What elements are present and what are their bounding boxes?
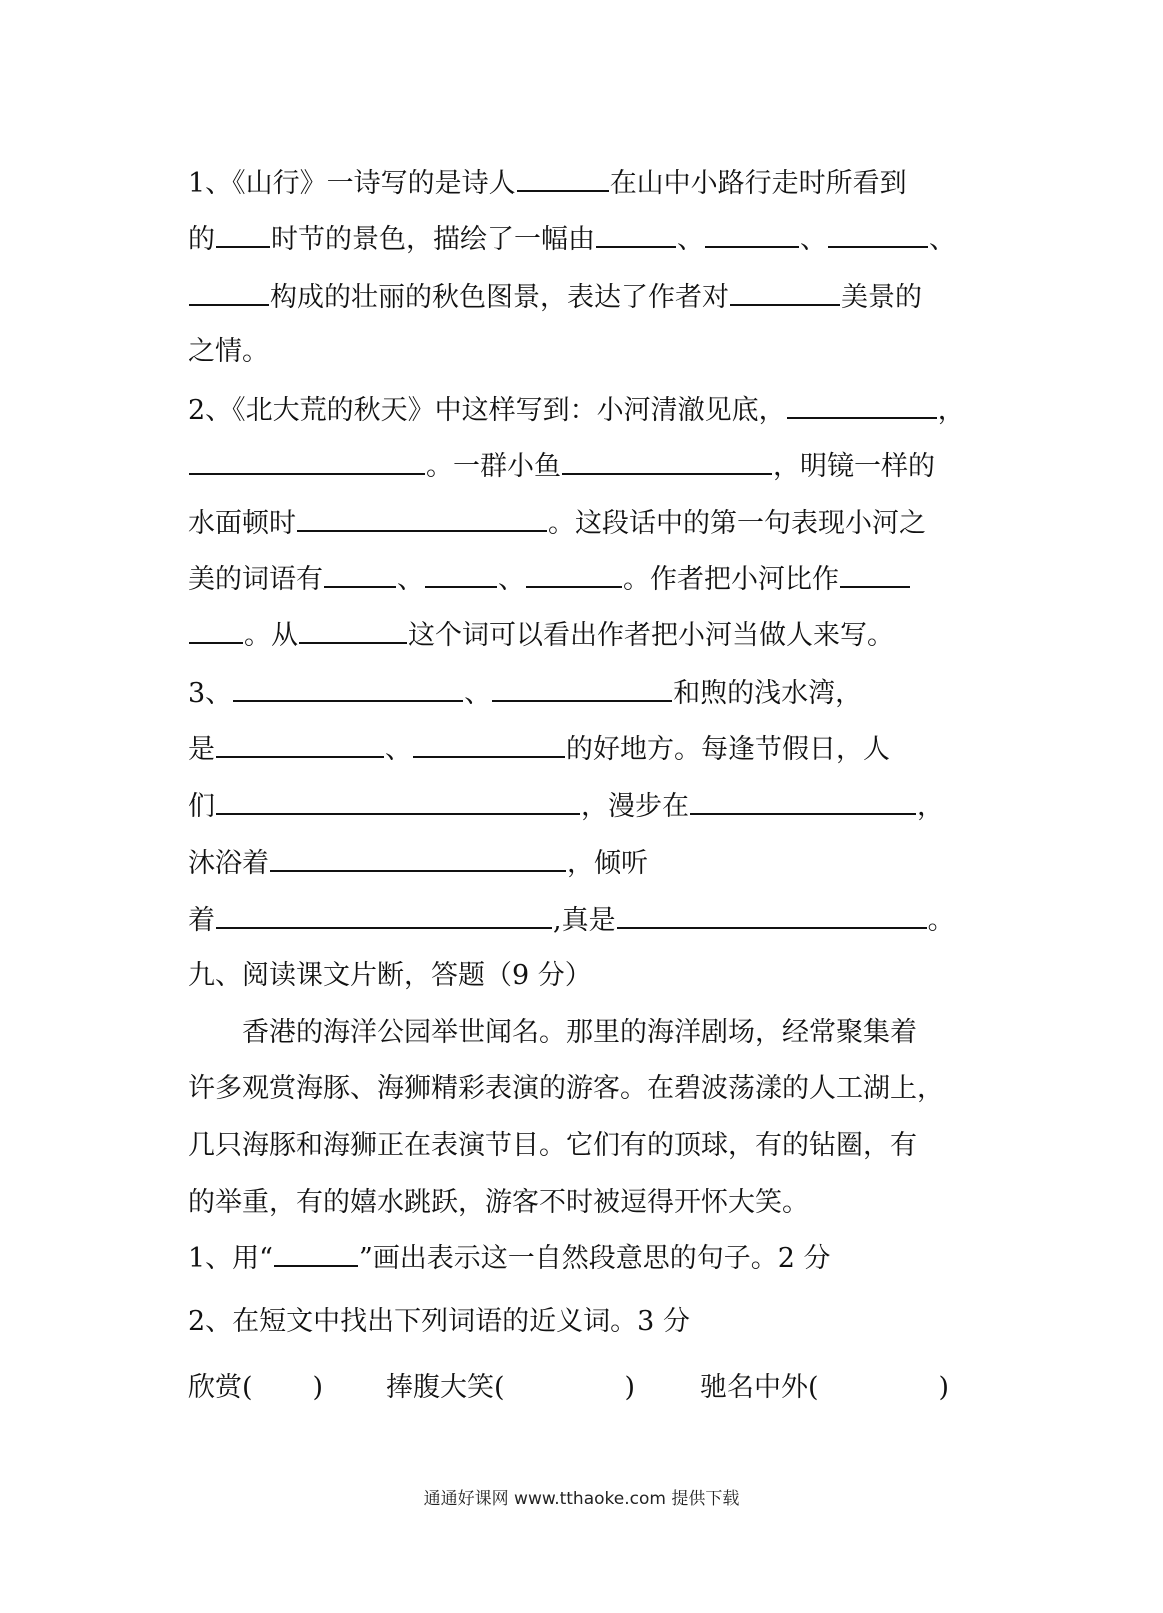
q8-item1-line4 xyxy=(188,330,978,374)
text: 构成的壮丽的秋色图景，表达了作者对 xyxy=(270,282,729,313)
blank[interactable] xyxy=(216,783,580,815)
blank[interactable] xyxy=(189,612,243,644)
text: 沐浴着 xyxy=(188,848,269,879)
q9-sub2: 2、在短文中找出下列词语的近义词。3 分 xyxy=(188,1306,690,1337)
paren: ( xyxy=(494,1372,505,1403)
q8-item3-line4 xyxy=(188,840,978,884)
text: 。作者把小河比作 xyxy=(623,564,839,595)
blank[interactable] xyxy=(297,500,547,532)
q8-item3-line3 xyxy=(188,783,978,827)
text: 、 xyxy=(800,224,827,255)
footer: 通通好课网 www.tthaoke.com 提供下载 xyxy=(423,1489,740,1509)
q8-item3-line2 xyxy=(188,726,978,770)
text: 。这段话中的第一句表现小河之 xyxy=(548,508,926,539)
text: 这个词可以看出作者把小河当做人来写。 xyxy=(408,620,894,651)
blank[interactable] xyxy=(492,670,672,702)
q8-item1-line3 xyxy=(188,274,978,318)
blank[interactable] xyxy=(562,443,772,475)
text: 2、《北大荒的秋天》中这样写到：小河清澈见底， xyxy=(188,395,786,426)
word: 欣赏 xyxy=(188,1372,242,1403)
q8-item3-line5 xyxy=(188,897,978,941)
q8-item2-line3 xyxy=(188,500,978,544)
text: ， xyxy=(937,395,965,426)
blank[interactable] xyxy=(233,670,463,702)
blank[interactable] xyxy=(413,726,565,758)
text: ，明镜一样的 xyxy=(773,451,935,482)
synonym-item xyxy=(386,1366,635,1410)
synonym-item xyxy=(700,1366,949,1410)
blank[interactable] xyxy=(617,897,927,929)
text: 美的词语有 xyxy=(188,564,323,595)
blank[interactable] xyxy=(299,612,407,644)
blank[interactable] xyxy=(517,160,609,192)
text: 的 xyxy=(188,224,215,255)
text: 、 xyxy=(385,734,412,765)
text: 水面顿时 xyxy=(188,508,296,539)
q8-item1-line1 xyxy=(188,160,978,204)
blank[interactable] xyxy=(596,216,676,248)
q8-item3-line1 xyxy=(188,670,978,714)
blank[interactable] xyxy=(526,556,622,588)
blank[interactable] xyxy=(274,1235,358,1267)
text: 在山中小路行走时所看到 xyxy=(609,168,907,199)
text: 、 xyxy=(498,564,525,595)
paren: ) xyxy=(624,1372,636,1403)
blank[interactable] xyxy=(270,840,566,872)
blank[interactable] xyxy=(730,274,840,306)
paren: ) xyxy=(938,1372,950,1403)
paren: ( xyxy=(242,1372,253,1403)
synonym-row xyxy=(188,1366,978,1410)
blank[interactable] xyxy=(840,556,910,588)
text: 。从 xyxy=(244,620,298,651)
paren: ( xyxy=(808,1372,819,1403)
synonym-item xyxy=(188,1366,323,1410)
text: 的好地方。每逢节假日，人 xyxy=(566,734,890,765)
blank[interactable] xyxy=(787,387,937,419)
text: 们 xyxy=(188,791,215,822)
text: 、 xyxy=(929,224,956,255)
blank[interactable] xyxy=(189,443,425,475)
q8-item2-line2 xyxy=(188,443,978,487)
passage-line-3: 几只海豚和海狮正在表演节目。它们有的顶球，有的钻圈，有 xyxy=(188,1130,917,1161)
q8-item1-line2 xyxy=(188,216,978,260)
q9-title: 九、阅读课文片断，答题（9 分） xyxy=(188,960,592,991)
word: 驰名中外 xyxy=(700,1372,808,1403)
blank[interactable] xyxy=(425,556,497,588)
text: 、 xyxy=(397,564,424,595)
word: 捧腹大笑 xyxy=(386,1372,494,1403)
passage-line-4: 的举重，有的嬉水跳跃，游客不时被逗得开怀大笑。 xyxy=(188,1187,809,1218)
text: 之情。 xyxy=(188,336,269,367)
text: ， xyxy=(917,791,944,822)
text: ”画出表示这一自然段意思的句子。2 分 xyxy=(358,1243,831,1274)
q8-item2-line1 xyxy=(188,387,978,431)
q9-sub1 xyxy=(188,1235,978,1279)
blank[interactable] xyxy=(216,216,270,248)
text: 。一群小鱼 xyxy=(426,451,561,482)
text: 和煦的浅水湾， xyxy=(673,678,863,709)
text: 。 xyxy=(927,905,955,936)
text: ,真是 xyxy=(553,905,616,936)
text: 、 xyxy=(464,678,492,709)
blank[interactable] xyxy=(690,783,916,815)
text: 着 xyxy=(188,905,215,936)
blank[interactable] xyxy=(216,726,384,758)
passage-line-1: 香港的海洋公园举世闻名。那里的海洋剧场，经常聚集着 xyxy=(242,1017,917,1048)
text: 是 xyxy=(188,734,215,765)
text: 1、《山行》一诗写的是诗人 xyxy=(188,168,516,199)
paren: ) xyxy=(312,1372,324,1403)
blank[interactable] xyxy=(705,216,799,248)
text: 美景的 xyxy=(841,282,922,313)
blank[interactable] xyxy=(828,216,928,248)
text: ，漫步在 xyxy=(581,791,689,822)
blank[interactable] xyxy=(324,556,396,588)
text: 时节的景色，描绘了一幅由 xyxy=(271,224,595,255)
text: ，倾听 xyxy=(567,848,648,879)
text: 、 xyxy=(677,224,704,255)
q8-item2-line5 xyxy=(188,612,978,656)
q8-item2-line4 xyxy=(188,556,978,600)
text: 3、 xyxy=(188,678,233,709)
text: 1、用“ xyxy=(188,1243,273,1274)
blank[interactable] xyxy=(216,897,552,929)
passage-line-2: 许多观赏海豚、海狮精彩表演的游客。在碧波荡漾的人工湖上， xyxy=(188,1073,944,1104)
blank[interactable] xyxy=(189,274,269,306)
